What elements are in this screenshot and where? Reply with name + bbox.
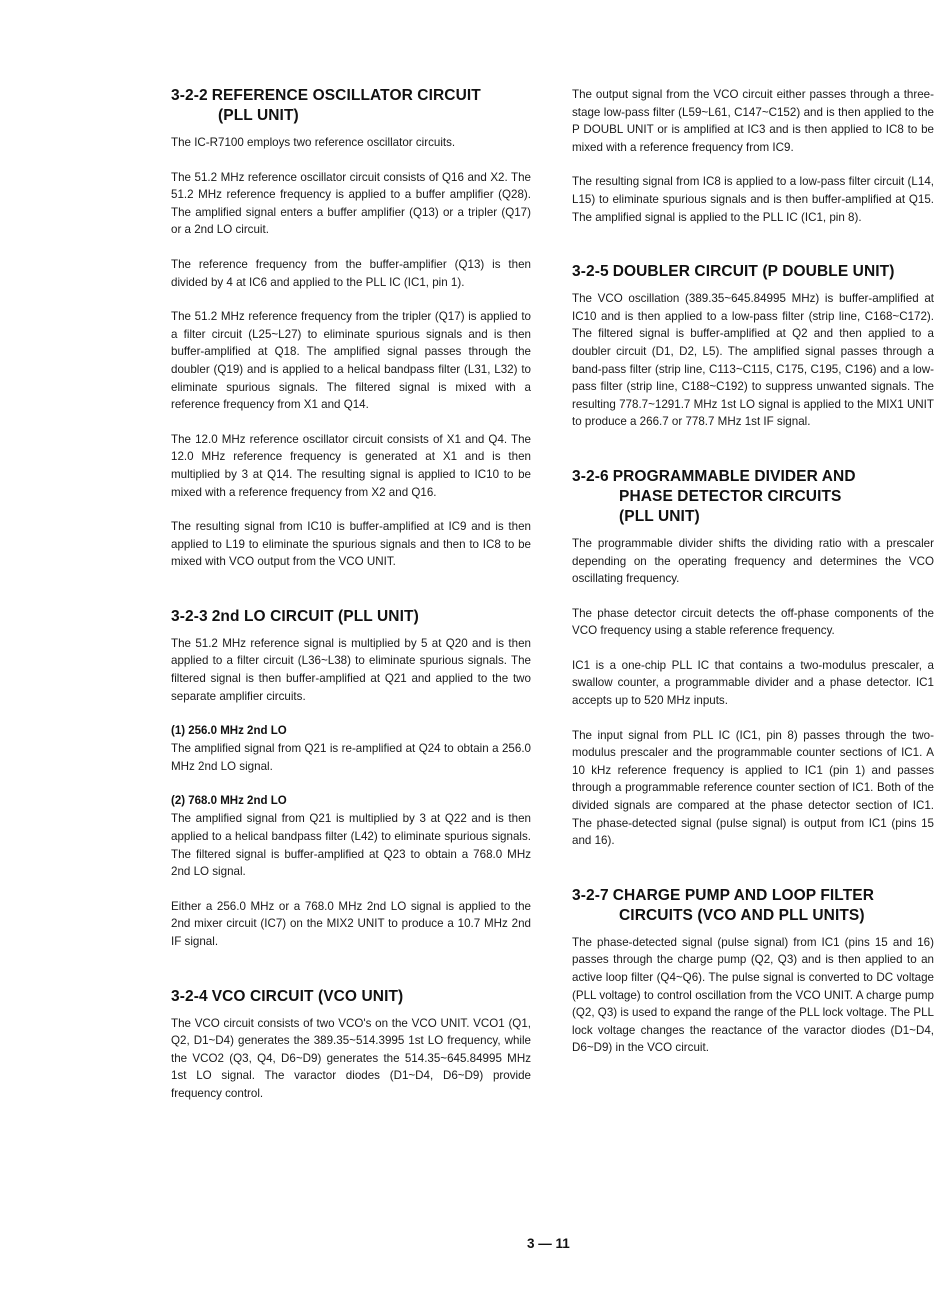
section-heading-3-2-6: [572, 467, 934, 527]
section-heading-3-2-5: [572, 262, 934, 282]
section-heading-3-2-3: [171, 607, 531, 627]
section-heading-3-2-7: [572, 886, 934, 926]
section-title: VCO CIRCUIT (VCO UNIT): [211, 987, 404, 1005]
section-title-continued: (PLL UNIT): [619, 507, 700, 525]
paragraph: The reference frequency from the buffer-amplifier (Q13) is then divided by 4 at IC6 and applied to the PLL IC (IC1, pin 1).: [171, 257, 531, 289]
section-title-continued: PHASE DETECTOR CIRCUITS: [619, 487, 842, 505]
section-number: 3-2-7: [572, 886, 609, 904]
paragraph: The phase-detected signal (pulse signal) from IC1 (pins 15 and 16) passes through the charge pump (Q2, Q3) and is then applied to an active loop filter (Q4~Q6). The pulse signal is converted to DC voltage (PLL voltage) to control oscillation from the VCO UNIT. A charge pump (Q2, Q3) is used to expand the range of the PLL lock voltage. The PLL lock voltage changes the reactance of the varactor diodes (D1~D4, D6~D9) in the VCO circuit.: [572, 935, 934, 1055]
paragraph: The IC-R7100 employs two reference oscillator circuits.: [171, 136, 456, 149]
section-heading-3-2-4: [171, 987, 531, 1007]
section-title: REFERENCE OSCILLATOR CIRCUIT: [211, 87, 481, 104]
paragraph: The 51.2 MHz reference oscillator circuit consists of Q16 and X2. The 51.2 MHz reference frequency is applied to a buffer amplifier (Q28). The amplified signal enters a buffer amplifier (Q13) or a tripler (Q17) or a 2nd LO circuit.: [171, 170, 531, 237]
section-title-continued: CIRCUITS (VCO AND PLL UNITS): [619, 906, 865, 924]
section-title-continued: (PLL UNIT): [218, 107, 299, 124]
paragraph: The resulting signal from IC10 is buffer-amplified at IC9 and is then applied to L19 to eliminate the spurious signals and then to IC8 to be mixed with VCO output from the VCO UNIT.: [171, 520, 531, 569]
paragraph: The VCO circuit consists of two VCO's on the VCO UNIT. VCO1 (Q1, Q2, D1~D4) generates the 389.35~514.3995 1st LO frequency, while the VCO2 (Q3, Q4, D6~D9) generates the 514.35~645.84995 MHz 1st LO signal. The varactor diodes (D1~D4, D6~D9) provide frequency control.: [171, 1016, 531, 1100]
page-number: 3 — 11: [527, 1236, 570, 1251]
section-number: 3-2-5: [572, 263, 609, 281]
section-number: 3-2-4: [171, 987, 208, 1005]
paragraph: The 12.0 MHz reference oscillator circuit consists of X1 and Q4. The 12.0 MHz reference frequency is generated at X1 and is then multiplied by 3 at Q14. The resulting signal is applied to IC10 to be mixed with a reference frequency from X2 and Q16.: [171, 432, 531, 499]
section-number: 3-2-2: [171, 87, 208, 104]
section-title: PROGRAMMABLE DIVIDER AND: [612, 467, 856, 485]
paragraph: The resulting signal from IC8 is applied to a low-pass filter circuit (L14, L15) to eliminate spurious signals and is then buffer-amplified at Q15. The amplified signal is applied to the PLL IC (IC1, pin 8).: [572, 175, 934, 224]
paragraph: The output signal from the VCO circuit either passes through a three-stage low-pass filter (L59~L61, C147~C152) and is then applied to the P DOUBL UNIT or is amplified at IC3 and is then applied to IC8 to be mixed with a reference frequency from IC9.: [572, 88, 934, 154]
paragraph: The 51.2 MHz reference frequency from the tripler (Q17) is applied to a filter circuit (L25~L27) to eliminate spurious signals and is then buffer-amplified at Q18. The amplified signal passes through the doubler (Q19) and is applied to a helical bandpass filter (L31, L32) to eliminate spurious signals. The filtered signal is mixed with a reference frequency from X1 and Q14.: [171, 310, 531, 412]
paragraph: The amplified signal from Q21 is multiplied by 3 at Q22 and is then applied to a helical bandpass filter (L42) to eliminate spurious signals. The filtered signal is buffer-amplified at Q23 to obtain a 768.0 MHz 2nd LO signal.: [171, 812, 531, 879]
section-title: 2nd LO CIRCUIT (PLL UNIT): [211, 607, 419, 625]
paragraph: The VCO oscillation (389.35~645.84995 MHz) is buffer-amplified at IC10 and is then applied to a low-pass filter (strip line, C168~C172). The filtered signal is buffer-amplified at Q2 and then applied to a doubler circuit (D1, D2, L5). The amplified signal passes through a band-pass filter (strip line, C113~C115, C175, C195, C196) and a low-pass filter (strip line, C188~C192) to suppress unwanted signals. The resulting 778.7~1291.7 MHz 1st LO signal is applied to the MIX1 UNIT to produce a 266.7 or 778.7 MHz 1st IF signal.: [572, 292, 934, 429]
subsection-heading: (1) 256.0 MHz 2nd LO: [171, 725, 287, 738]
subsection-heading: (2) 768.0 MHz 2nd LO: [171, 795, 287, 808]
left-column: [171, 86, 531, 1103]
section-heading-3-2-2: [171, 86, 531, 126]
section-title: CHARGE PUMP AND LOOP FILTER: [612, 886, 875, 904]
paragraph: Either a 256.0 MHz or a 768.0 MHz 2nd LO signal is applied to the 2nd mixer circuit (IC7) on the MIX2 UNIT to produce a 10.7 MHz 2nd IF signal.: [171, 899, 531, 948]
right-column: [572, 86, 934, 1057]
paragraph: IC1 is a one-chip PLL IC that contains a two-modulus prescaler, a swallow counter, a programmable divider and a phase detector. IC1 accepts up to 520 MHz inputs.: [572, 658, 934, 708]
paragraph: The 51.2 MHz reference signal is multiplied by 5 at Q20 and is then applied to a filter circuit (L36~L38) to eliminate spurious signals. The filtered signal is then buffer-amplified at Q21 and applied to the two separate amplifier circuits.: [171, 636, 531, 703]
section-number: 3-2-3: [171, 607, 208, 625]
paragraph: The programmable divider shifts the dividing ratio with a prescaler depending on the operating frequency and determines the VCO oscillating frequency.: [572, 536, 934, 586]
paragraph: The amplified signal from Q21 is re-amplified at Q24 to obtain a 256.0 MHz 2nd LO signal.: [171, 742, 531, 773]
paragraph: The phase detector circuit detects the off-phase components of the VCO frequency using a stable reference frequency.: [572, 606, 934, 638]
section-title: DOUBLER CIRCUIT (P DOUBLE UNIT): [612, 263, 895, 281]
paragraph: The input signal from PLL IC (IC1, pin 8) passes through the two-modulus prescaler and the programmable counter sections of IC1. A 10 kHz reference frequency is applied to IC1 (pin 1) and passes through a programmable reference counter section of IC1. Both of the divided signals are compared at the phase detector section of IC1. The phase-detected signal (pulse signal) is output from IC1 (pins 15 and 16).: [572, 728, 934, 848]
section-number: 3-2-6: [572, 467, 609, 485]
